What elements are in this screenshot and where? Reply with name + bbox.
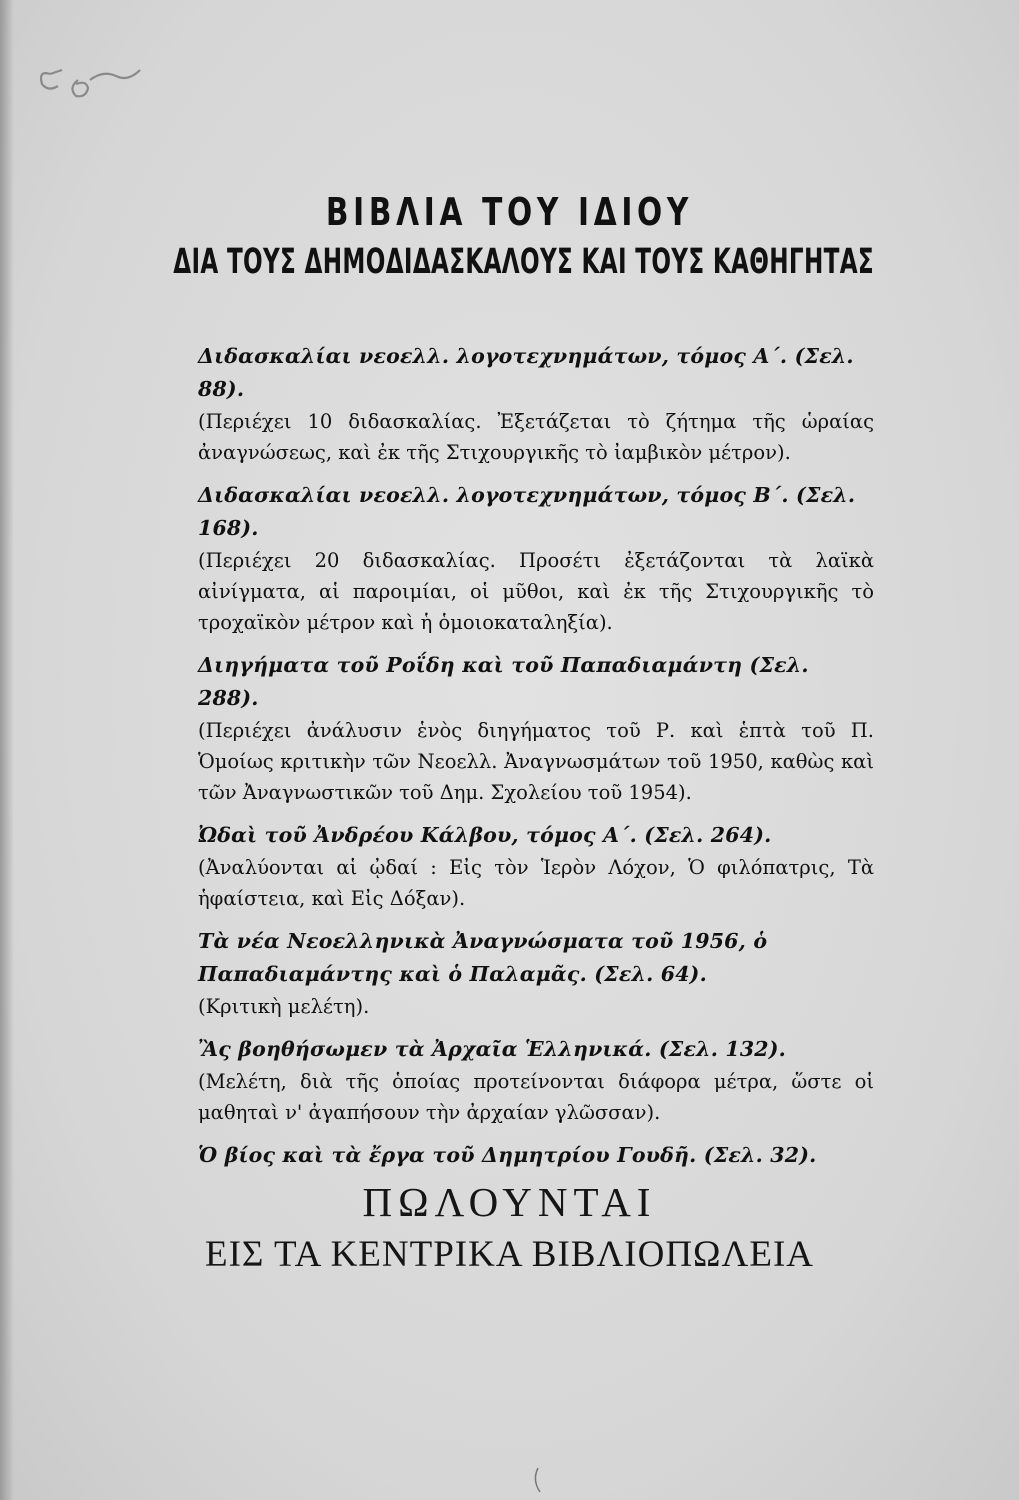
book-description: (Περιέχει 10 διδασκαλίας. Ἐξετάζεται τὸ ζήτημα τῆς ὡραίας ἀναγνώσεως, καὶ ἐκ τῆς Στιχουργικῆς τὸ ἰαμβικὸν μέτρον).: [198, 410, 874, 464]
footer-sold-label: ΠΩΛΟΥΝΤΑΙ: [362, 1179, 657, 1225]
list-item: [198, 925, 874, 1022]
list-item: [198, 649, 874, 808]
book-description: (Περιέχει 20 διδασκαλίας. Προσέτι ἐξετάζονται τὰ λαϊκὰ αἰνίγματα, αἱ παροιμίαι, οἱ μῦθοι, καὶ ἐκ τῆς Στιχουργικῆς τὸ τροχαϊκὸν μέτρον καὶ ἡ ὁμοιοκαταληξία).: [198, 549, 874, 634]
book-list: [198, 340, 874, 1183]
book-description: (Περιέχει ἀνάλυσιν ἑνὸς διηγήματος τοῦ Ρ. καὶ ἑπτὰ τοῦ Π. Ὁμοίως κριτικὴν τῶν Νεοελλ. Ἀναγνωσμάτων τοῦ 1950, καθὼς καὶ τῶν Ἀναγνωστικῶν τοῦ Δημ. Σχολείου τοῦ 1954).: [198, 719, 874, 804]
book-description: (Ἀναλύονται αἱ ᾠδαί : Εἰς τὸν Ἱερὸν Λόχον, Ὁ φιλόπατρις, Τὰ ἡφαίστεια, καὶ Εἰς Δόξαν).: [198, 856, 874, 910]
handwritten-pencil-note: [28, 40, 158, 110]
page-title: ΒΙΒΛΙΑ ΤΟΥ ΙΔΙΟΥ: [325, 190, 694, 234]
book-title: Τὰ νέα Νεοελληνικὰ Ἀναγνώσματα τοῦ 1956, ὁ Παπαδιαμάντης καὶ ὁ Παλαμᾶς. (Σελ. 64).: [198, 929, 768, 986]
book-description: (Κριτικὴ μελέτη).: [198, 995, 370, 1018]
list-item: [198, 1033, 874, 1128]
book-title: Ὠδαὶ τοῦ Ἀνδρέου Κάλβου, τόμος Α΄. (Σελ. 264).: [198, 823, 772, 847]
book-title: Διδασκαλίαι νεοελλ. λογοτεχνημάτων, τόμος Α΄. (Σελ. 88).: [198, 344, 854, 401]
footer-bookstores-label: ΕΙΣ ΤΑ ΚΕΝΤΡΙΚΑ ΒΙΒΛΙΟΠΩΛΕΙΑ: [204, 1234, 815, 1275]
list-item: [198, 1139, 874, 1172]
list-item: [198, 340, 874, 468]
page-subtitle: ΔΙΑ ΤΟΥΣ ΔΗΜΟΔΙΔΑΣΚΑΛΟΥΣ ΚΑΙ ΤΟΥΣ ΚΑΘΗΓΗΤΑΣ: [173, 242, 875, 282]
list-item: [198, 819, 874, 914]
book-title: Διδασκαλίαι νεοελλ. λογοτεχνημάτων, τόμος Β΄. (Σελ. 168).: [198, 483, 856, 540]
book-title: Ἂς βοηθήσωμεν τὰ Ἀρχαῖα Ἑλληνικά. (Σελ. 132).: [198, 1037, 787, 1061]
pencil-stroke-mark: [528, 1466, 548, 1496]
list-item: [198, 479, 874, 638]
book-description: (Μελέτη, διὰ τῆς ὁποίας προτείνονται διάφορα μέτρα, ὥστε οἱ μαθηταὶ ν' ἀγαπήσουν τὴν ἀρχαίαν γλῶσσαν).: [198, 1070, 874, 1124]
book-title: Διηγήματα τοῦ Ροΐδη καὶ τοῦ Παπαδιαμάντη (Σελ. 288).: [198, 653, 809, 710]
book-title: Ὁ βίος καὶ τὰ ἔργα τοῦ Δημητρίου Γουδῆ. (Σελ. 32).: [198, 1143, 817, 1167]
